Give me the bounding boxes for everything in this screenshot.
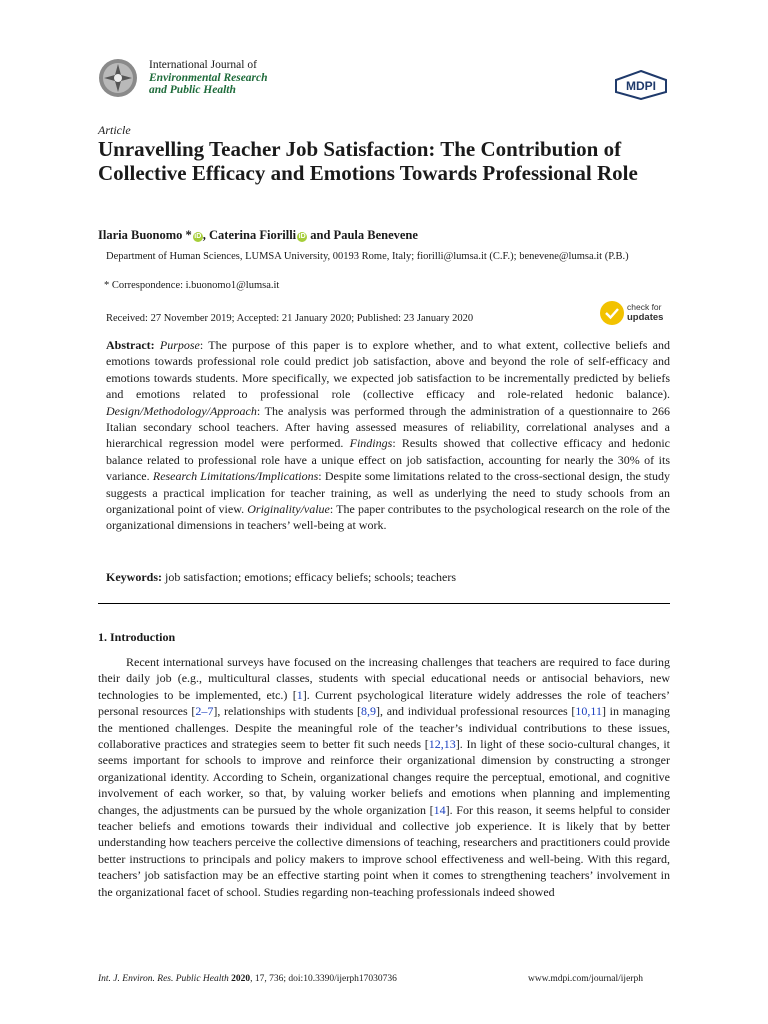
intro-text: ]. In light of these socio-cultural changes, it seems important for schools to improve and reinforce their organizational dimension by constructing a stronger organizational identity. According to Schein, organizational changes require the perceptual, emotional, and cognitive involvement of each worker, so that, by valuing worker beliefs and emotions when planning and implementing changes, the adjustments can be pursued by the whole organization [ (98, 737, 670, 817)
check-for-updates-badge[interactable] (600, 301, 680, 327)
journal-name-line3: and Public Health (149, 84, 236, 96)
originality-label: Originality/value (247, 502, 330, 517)
citation-link[interactable]: 2–7 (195, 704, 214, 719)
intro-text: Recent international surveys have focused on the increasing challenges that teachers are required to face during their daily job (e.g., multicultural classes, students with special educational needs or antisocial behaviors, new technologies to be implemented, etc.) [ (98, 655, 670, 702)
citation-link[interactable]: 8,9 (361, 704, 377, 719)
abstract (106, 337, 670, 534)
section-divider (98, 603, 670, 604)
footer-citation (98, 974, 397, 984)
article-title: Unravelling Teacher Job Satisfaction: The Contribution of Collective Efficacy and Emotions Towards Professional Role (98, 137, 638, 185)
keywords-label: Keywords: (106, 570, 162, 584)
design-label: Design/Methodology/Approach (106, 403, 257, 418)
check-updates-icon (600, 301, 624, 325)
footer-year: 2020 (228, 974, 251, 984)
check-updates-line1: check for (627, 302, 662, 312)
intro-text: ], and individual professional resources [ (376, 704, 576, 719)
article-type: Article (98, 123, 131, 137)
author-list (98, 228, 418, 243)
journal-logo (98, 58, 138, 98)
author-2: , Caterina Fiorilli (202, 228, 297, 242)
introduction-paragraph (98, 654, 670, 900)
citation-link[interactable]: 1 (296, 687, 303, 702)
correspondence: * Correspondence: i.buonomo1@lumsa.it (104, 280, 280, 291)
orcid-icon[interactable]: iD (194, 233, 202, 240)
author-1: Ilaria Buonomo * (98, 228, 192, 242)
citation-link[interactable]: 10,11 (575, 704, 602, 719)
keywords (106, 569, 670, 585)
affiliation: Department of Human Sciences, LUMSA University, 00193 Rome, Italy; fiorilli@lumsa.it (C.F.); benevene@lumsa.it (P.B.) (106, 251, 629, 262)
journal-name-line1: International Journal of (149, 59, 257, 71)
journal-name (149, 59, 268, 97)
limitations-text: : Despite some limitations related to the cross-sectional design, the study suggests a practical implication for teacher training, as well as underlying the need to study schools from an organizational point of view. (106, 469, 671, 517)
footer-doi: , 17, 736; doi:10.3390/ijerph17030736 (250, 974, 397, 984)
abstract-label: Abstract: (106, 338, 155, 352)
originality-text: : The paper contributes to the psychological research on the role of the organizational dimensions in teachers’ well-being at work. (106, 502, 670, 533)
mdpi-logo-text: MDPI (626, 79, 656, 93)
mdpi-logo (612, 70, 670, 100)
citation-link[interactable]: 12,13 (428, 737, 456, 752)
author-3: and Paula Benevene (307, 228, 418, 242)
purpose-label: Purpose (159, 338, 200, 352)
intro-text: ] in managing the mentioned challenges. Despite the meaningful role of the teacher’s individual contributions to these issues, collaborative practices and strategies seem to better fit such needs [ (98, 704, 670, 752)
check-updates-line2: updates (627, 311, 664, 323)
citation-link[interactable]: 14 (433, 802, 446, 817)
journal-name-line2: Environmental Research (149, 71, 268, 84)
section-heading: 1. Introduction (98, 630, 176, 644)
publication-dates: Received: 27 November 2019; Accepted: 21 January 2020; Published: 23 January 2020 (106, 313, 474, 324)
intro-text: ]. For this reason, it seems helpful to consider teacher beliefs and emotions towards their individual and collective job experience. It is likely that by better understanding how teachers perceive the collective dimensions of teaching, researchers and practitioners could provide better instructions to principals and policy makers to improve school effectiveness and well-being. With this regard, teachers’ job satisfaction may be an effective starting point when it comes to strengthening teachers’ involvement in the organizational facet of school. Studies regarding non-teaching professionals indeed showed (98, 802, 670, 899)
footer-journal: Int. J. Environ. Res. Public Health (98, 974, 229, 984)
limitations-label: Research Limitations/Implications (152, 469, 319, 484)
intro-text: ], relationships with students [ (213, 704, 362, 719)
keywords-text: job satisfaction; emotions; efficacy beliefs; schools; teachers (162, 570, 457, 584)
design-text: : The analysis was performed through the administration of a questionnaire to 266 Italian secondary school teachers. After having assessed measures of reliability, correlational analyses and a hierarchical regression model were performed. (106, 403, 670, 451)
intro-text: ]. Current psychological literature widely addresses the role of teachers’ personal resources [ (98, 687, 670, 719)
purpose-text: : The purpose of this paper is to explore whether, and to what extent, collective beliefs and emotions towards professional role could predict job satisfaction, above and beyond the role of self-efficacy and emotions towards students. More specifically, we expected job satisfaction to be incrementally predicted by beliefs and emotions related to professional role (collective efficacy and role-related hedonic balance). (106, 338, 671, 402)
orcid-icon[interactable]: iD (298, 233, 306, 240)
findings-label: Findings (349, 436, 393, 451)
footer-url[interactable]: www.mdpi.com/journal/ijerph (528, 974, 643, 984)
findings-text: : Results showed that collective efficacy and hedonic balance related to professional role have a unique effect on job satisfaction, accounting for nearly the 30% of its variance. (106, 436, 670, 484)
